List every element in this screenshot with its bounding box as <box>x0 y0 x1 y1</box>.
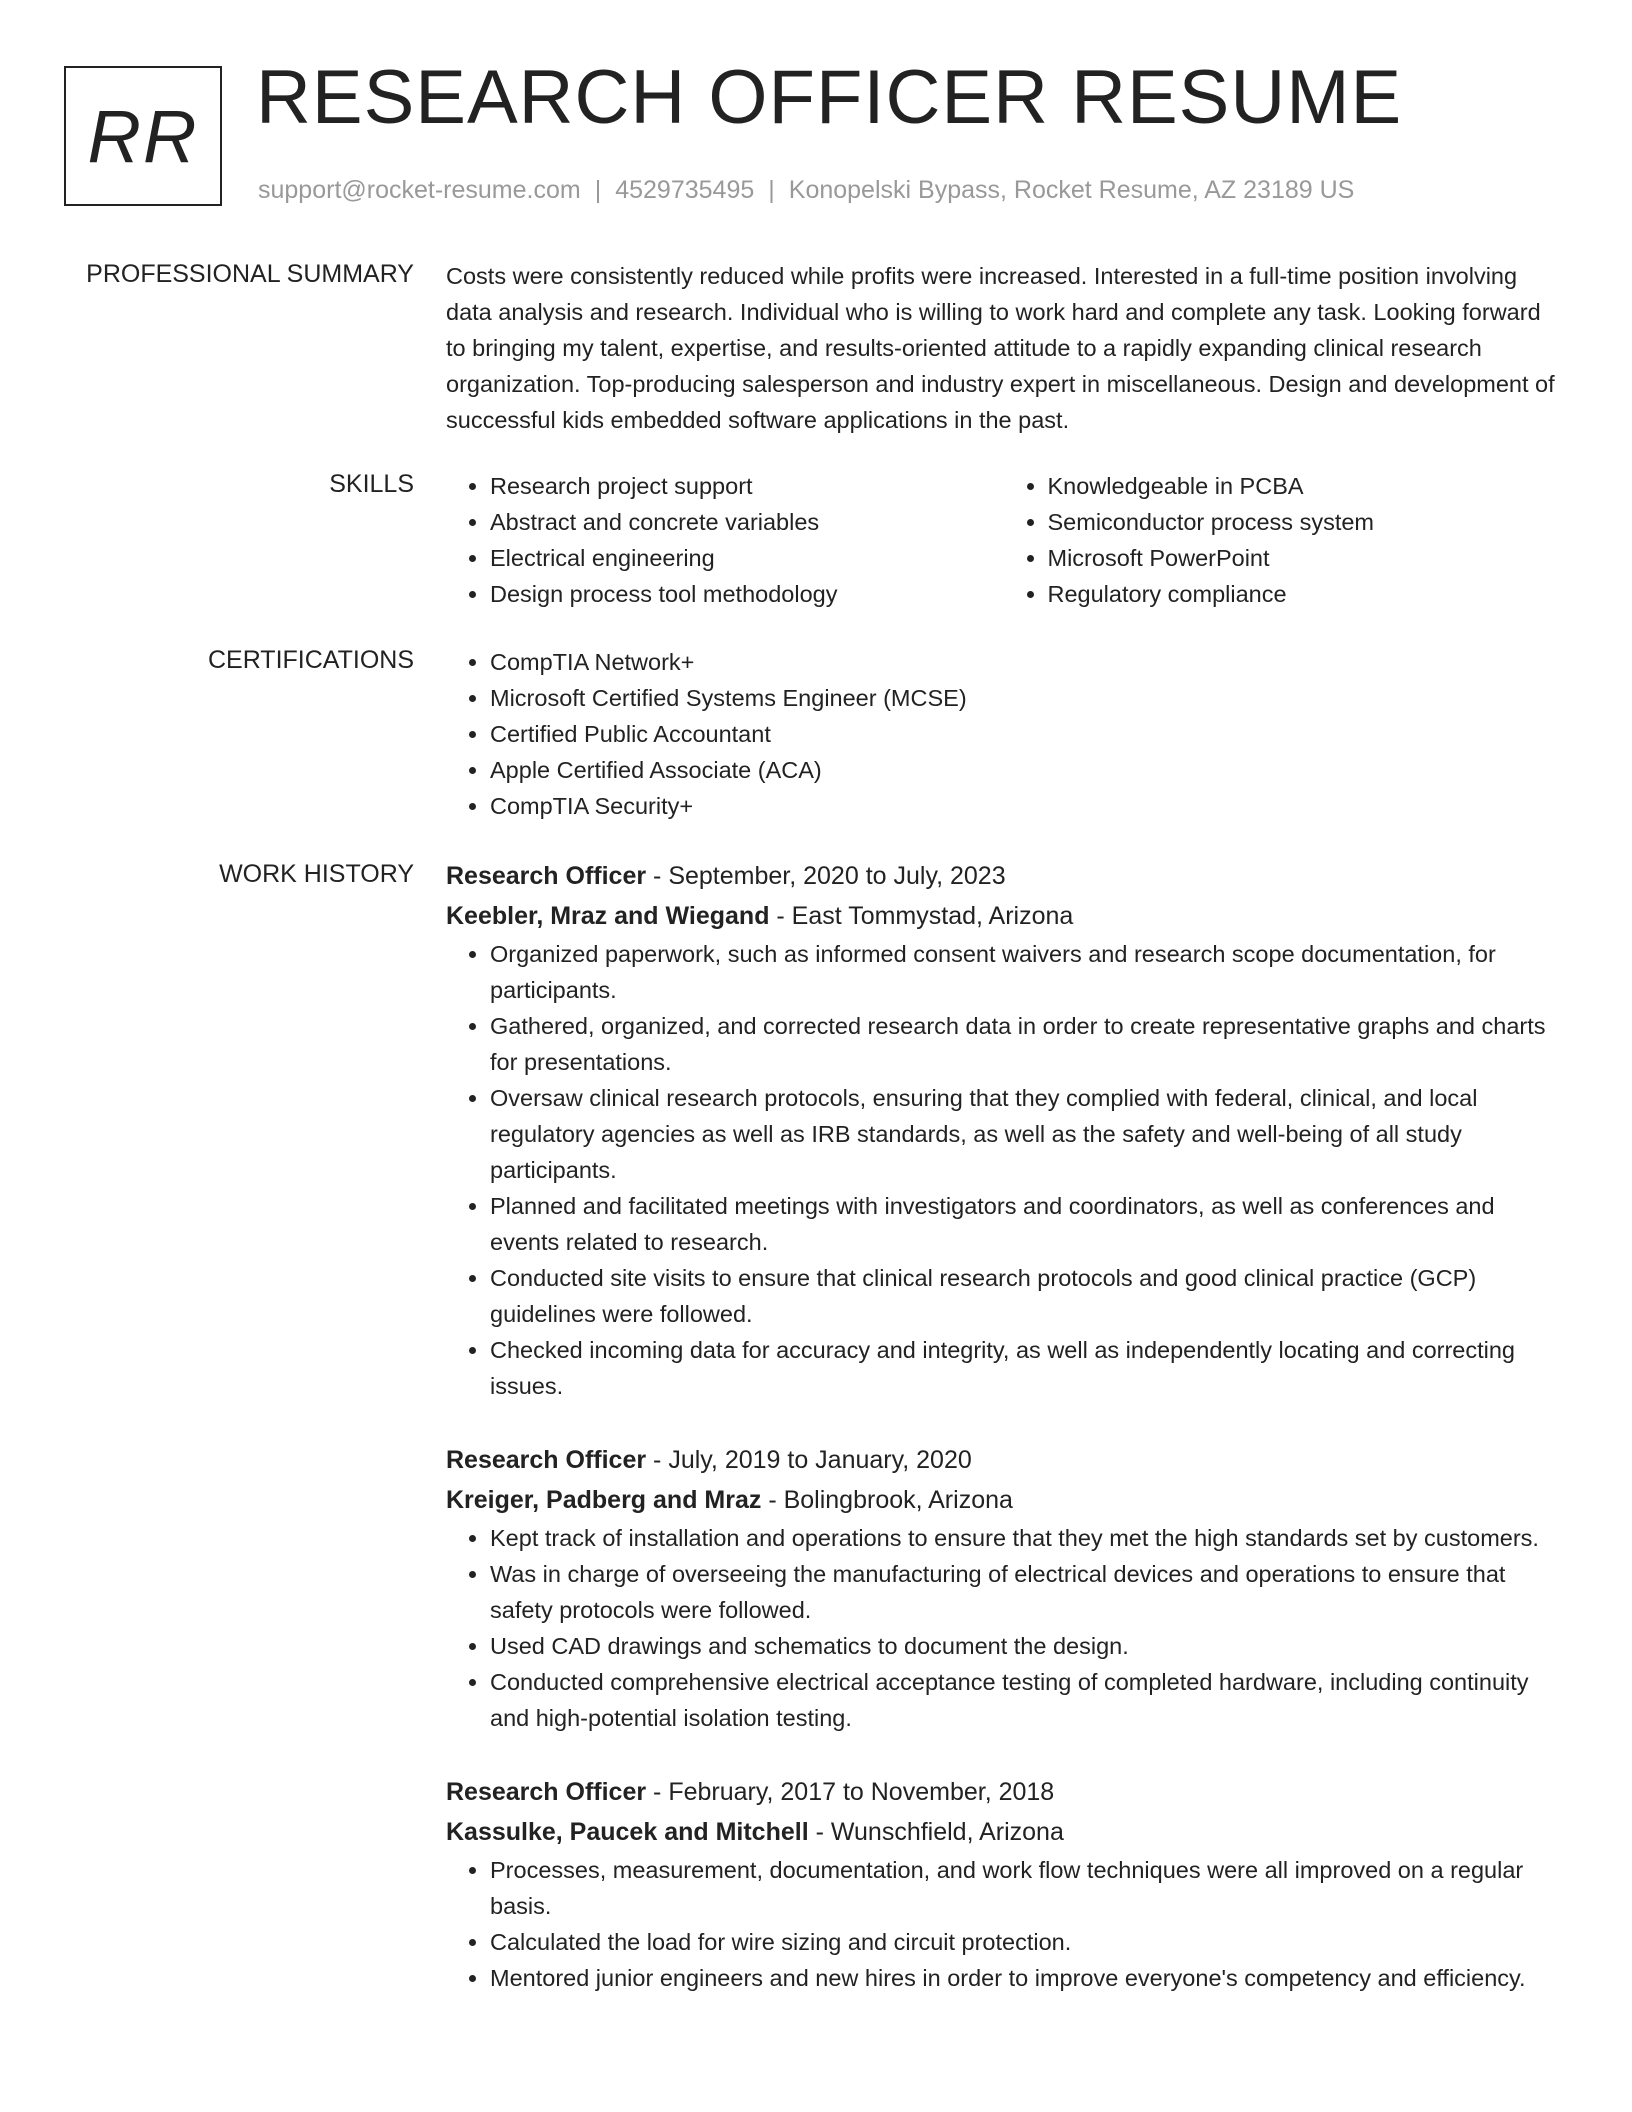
skill-item: • Research project support <box>490 468 1004 504</box>
certification-item: • CompTIA Security+ <box>490 788 1561 824</box>
skills-body <box>446 468 1561 612</box>
certifications-list <box>446 644 1561 824</box>
job-bullet: • Gathered, organized, and corrected research data in order to create representative graphs and charts for presentations. <box>490 1008 1561 1080</box>
skills-column-1 <box>446 468 1004 612</box>
skill-item: • Design process tool methodology <box>490 576 1004 612</box>
job-title: Research Officer <box>446 862 647 890</box>
job-dates: - September, 2020 to July, 2023 <box>646 862 1006 890</box>
certification-item: • Certified Public Accountant <box>490 716 1561 752</box>
contact-separator: | <box>768 176 775 204</box>
job-bullet: • Conducted site visits to ensure that clinical research protocols and good clinical practice (GCP) guidelines were followed. <box>490 1260 1561 1332</box>
job-bullet: • Conducted comprehensive electrical acceptance testing of completed hardware, including continuity and high-potential isolation testing. <box>490 1664 1561 1736</box>
job-company: Kreiger, Padberg and Mraz <box>446 1486 762 1514</box>
skill-item: • Electrical engineering <box>490 540 1004 576</box>
skill-item: • Microsoft PowerPoint <box>1048 540 1562 576</box>
page-title: RESEARCH OFFICER RESUME <box>256 55 1403 140</box>
contact-email: support@rocket-resume.com <box>258 176 581 204</box>
job-bullets <box>446 1852 1561 1996</box>
job-dates: - February, 2017 to November, 2018 <box>646 1778 1055 1806</box>
section-label-skills: SKILLS <box>329 470 414 498</box>
job-company: Kassulke, Paucek and Mitchell <box>446 1818 809 1846</box>
certifications-body <box>446 644 1561 824</box>
skill-item: • Semiconductor process system <box>1048 504 1562 540</box>
job-bullet: • Oversaw clinical research protocols, ensuring that they complied with federal, clinical, and local regulatory agencies as well as IRB standards, as well as the safety and well-being of all study participants. <box>490 1080 1561 1188</box>
skills-column-2 <box>1004 468 1562 612</box>
job-company: Keebler, Mraz and Wiegand <box>446 902 770 930</box>
job-bullet: • Calculated the load for wire sizing and circuit protection. <box>490 1924 1561 1960</box>
job-company-line <box>446 1480 1561 1520</box>
job-title-line <box>446 1440 1561 1480</box>
monogram-logo: RR <box>64 66 222 206</box>
contact-phone: 4529735495 <box>615 176 755 204</box>
job-location: - East Tommystad, Arizona <box>769 902 1074 930</box>
section-label-summary: PROFESSIONAL SUMMARY <box>86 260 414 288</box>
certification-item: • Microsoft Certified Systems Engineer (MCSE) <box>490 680 1561 716</box>
job-bullets <box>446 936 1561 1404</box>
summary-text: Costs were consistently reduced while profits were increased. Interested in a full-time position involving data analysis and research. Individual who is willing to work hard and complete any task. Looking forward to bringing my talent, expertise, and results-oriented attitude to a rapidly expanding clinical research organization. Top-producing salesperson and industry expert in miscellaneous. Design and development of successful kids embedded software applications in the past. <box>446 263 1555 433</box>
job-bullet: • Organized paperwork, such as informed consent waivers and research scope documentation, for participants. <box>490 936 1561 1008</box>
job-bullet: • Checked incoming data for accuracy and integrity, as well as independently locating and correcting issues. <box>490 1332 1561 1404</box>
job-title: Research Officer <box>446 1778 647 1806</box>
summary-body <box>446 258 1561 438</box>
skill-item: • Knowledgeable in PCBA <box>1048 468 1562 504</box>
skill-item: • Abstract and concrete variables <box>490 504 1004 540</box>
job-title: Research Officer <box>446 1446 647 1474</box>
job-entry <box>446 1440 1561 1736</box>
job-bullet: • Kept track of installation and operations to ensure that they met the high standards set by customers. <box>490 1520 1561 1556</box>
contact-address: Konopelski Bypass, Rocket Resume, AZ 23189 US <box>788 176 1355 204</box>
job-company-line <box>446 896 1561 936</box>
certification-item: • Apple Certified Associate (ACA) <box>490 752 1561 788</box>
job-location: - Bolingbrook, Arizona <box>761 1486 1013 1514</box>
job-bullet: • Mentored junior engineers and new hires in order to improve everyone's competency and efficiency. <box>490 1960 1561 1996</box>
job-bullet: • Processes, measurement, documentation, and work flow techniques were all improved on a regular basis. <box>490 1852 1561 1924</box>
job-location: - Wunschfield, Arizona <box>808 1818 1064 1846</box>
job-company-line <box>446 1812 1561 1852</box>
job-bullet: • Planned and facilitated meetings with investigators and coordinators, as well as conferences and events related to research. <box>490 1188 1561 1260</box>
job-dates: - July, 2019 to January, 2020 <box>646 1446 972 1474</box>
job-bullet: • Used CAD drawings and schematics to document the design. <box>490 1628 1561 1664</box>
job-title-line <box>446 1772 1561 1812</box>
section-label-certifications: CERTIFICATIONS <box>207 646 414 674</box>
job-title-line <box>446 856 1561 896</box>
section-label-work-history: WORK HISTORY <box>219 860 414 888</box>
job-bullet: • Was in charge of overseeing the manufacturing of electrical devices and operations to ensure that safety protocols were followed. <box>490 1556 1561 1628</box>
contact-separator: | <box>594 176 602 204</box>
job-entry <box>446 856 1561 1404</box>
job-bullets <box>446 1520 1561 1736</box>
contact-line <box>258 176 1354 205</box>
work-history-body <box>446 856 1561 1996</box>
job-entry <box>446 1772 1561 1996</box>
skill-item: • Regulatory compliance <box>1048 576 1562 612</box>
certification-item: • CompTIA Network+ <box>490 644 1561 680</box>
